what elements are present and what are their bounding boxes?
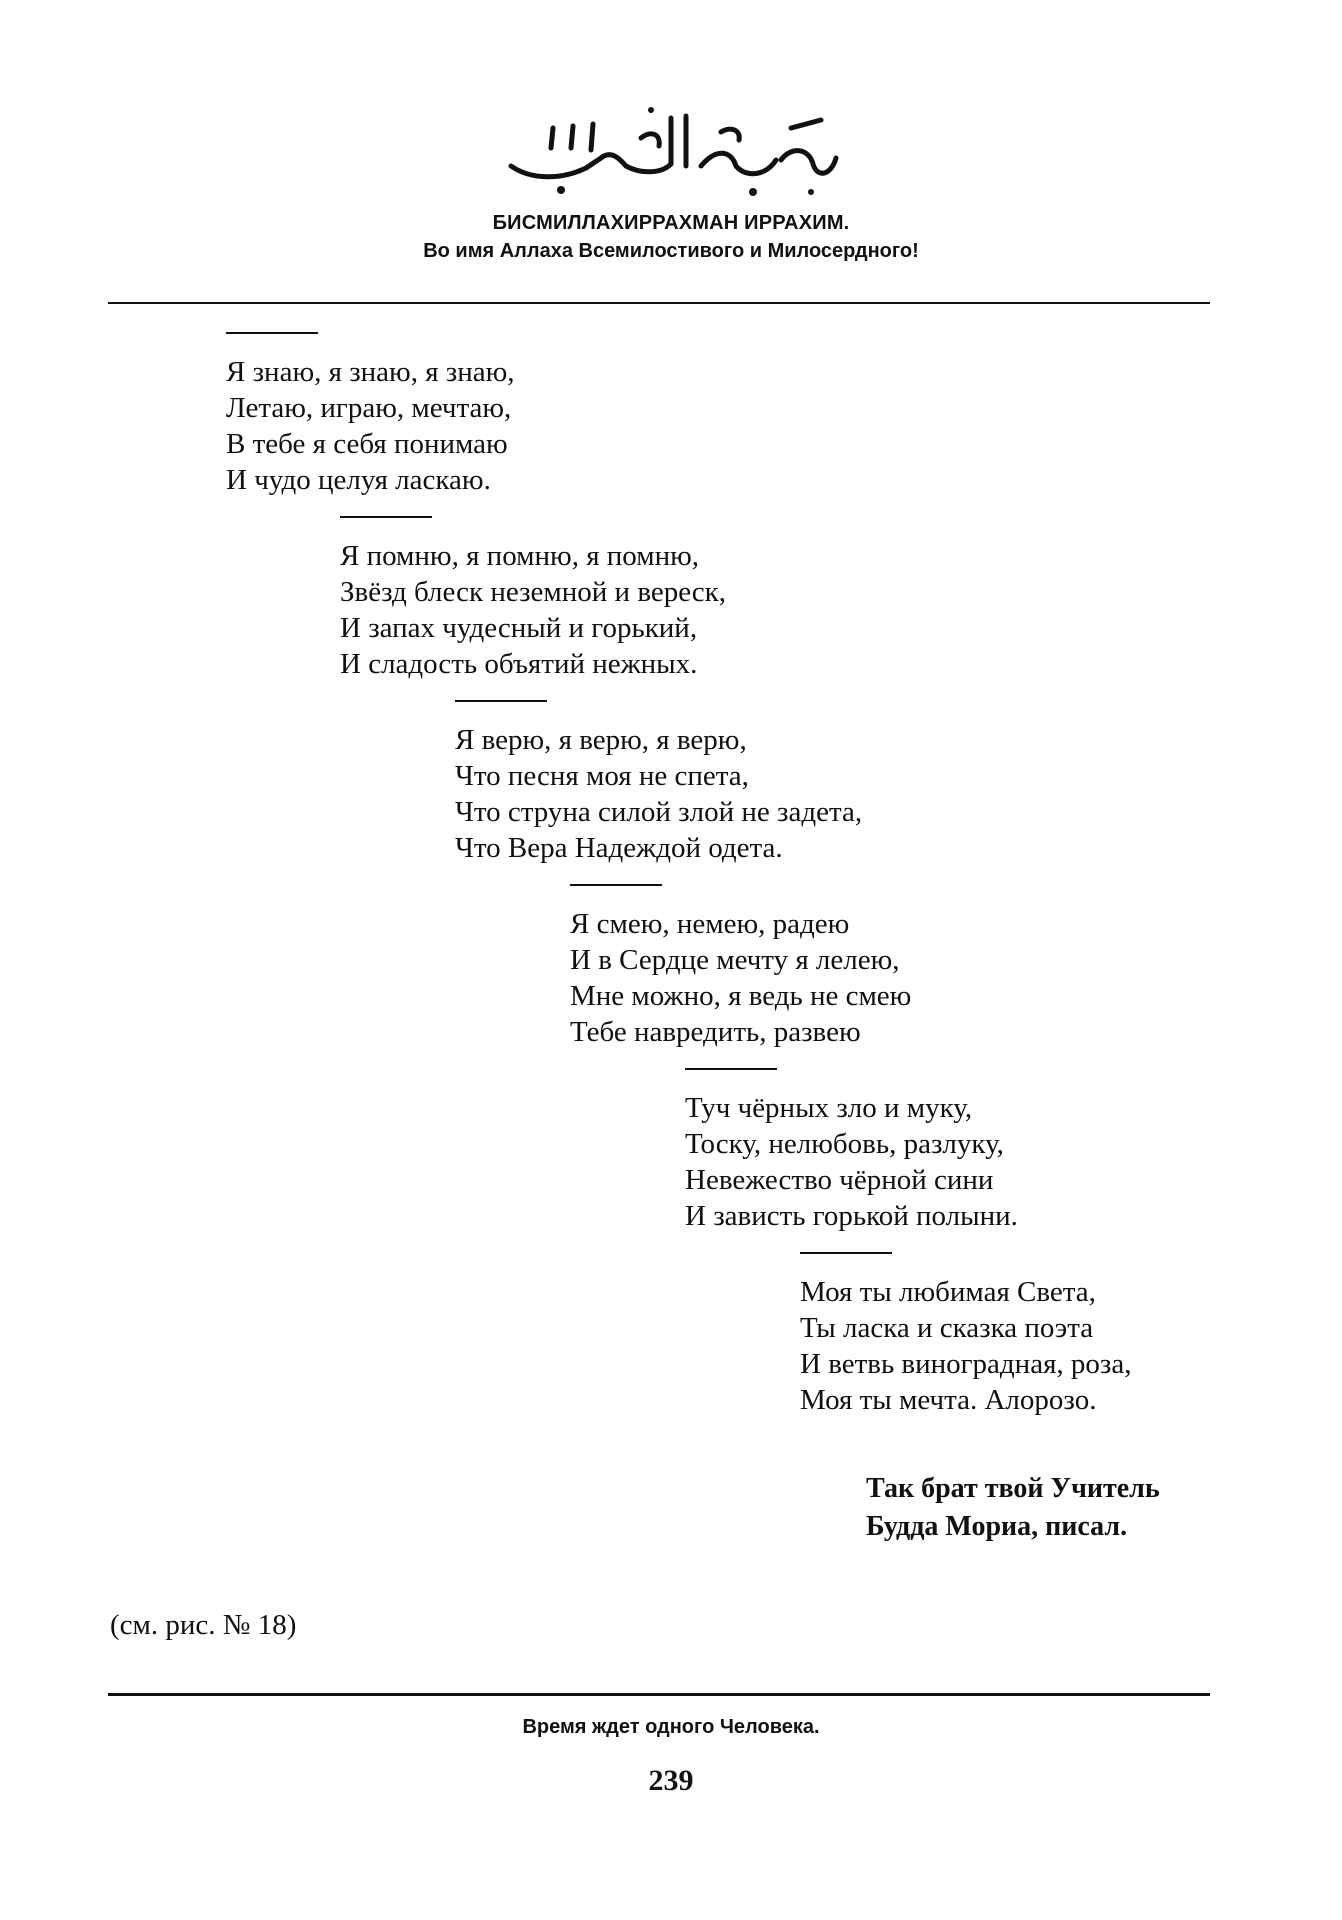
stanza-divider	[340, 516, 432, 518]
header-subtitle: Во имя Аллаха Всемилостивого и Милосердного!	[423, 240, 919, 262]
verse-line: Что песня моя не спета,	[455, 760, 749, 792]
verse-line: Моя ты любимая Света,	[800, 1276, 1096, 1308]
verse-line: Мне можно, я ведь не смею	[570, 980, 912, 1012]
signature-line: Будда Мориа, писал.	[866, 1511, 1128, 1542]
stanza-divider	[685, 1068, 777, 1070]
verse-line: Я смею, немею, радею	[570, 908, 850, 940]
verse-line: И зависть горькой полыни.	[685, 1200, 1018, 1232]
verse-line: В тебе я себя понимаю	[226, 428, 508, 460]
verse-line: Тебе навредить, развею	[570, 1016, 861, 1048]
stanza-5	[685, 1068, 1018, 1234]
verse-line: И в Сердце мечту я лелею,	[570, 944, 900, 976]
stanza-2	[340, 516, 726, 682]
verse-line: Я верю, я верю, я верю,	[455, 724, 747, 756]
stanza-divider	[800, 1252, 892, 1254]
verse-line: Звёзд блеск неземной и вереск,	[340, 576, 727, 608]
stanza-4	[570, 884, 911, 1050]
signature	[866, 1470, 1160, 1546]
bismillah-calligraphy	[0, 88, 1342, 208]
verse-line: И запах чудесный и горький,	[340, 612, 698, 644]
stanza-divider	[570, 884, 662, 886]
verse-line: И ветвь виноградная, роза,	[800, 1348, 1132, 1380]
verse-line: Ты ласка и сказка поэта	[800, 1312, 1094, 1344]
figure-reference: (см. рис. № 18)	[110, 1609, 297, 1641]
verse-line: И сладость объятий нежных.	[340, 648, 698, 680]
stanza-6	[800, 1252, 1132, 1418]
verse-line: Тоску, нелюбовь, разлуку,	[685, 1128, 1004, 1160]
header-divider	[108, 302, 1210, 304]
footer-divider	[108, 1693, 1210, 1696]
header-title: БИСМИЛЛАХИРРАХМАН ИРРАХИМ.	[492, 212, 850, 234]
page-number: 239	[648, 1764, 694, 1797]
verse-line: Моя ты мечта. Алорозо.	[800, 1384, 1097, 1416]
verse-line: И чудо целуя ласкаю.	[226, 464, 491, 496]
verse-line: Летаю, играю, мечтаю,	[226, 392, 512, 424]
verse-line: Невежество чёрной сини	[685, 1164, 994, 1196]
verse-line: Что струна силой злой не задета,	[455, 796, 863, 828]
stanza-1	[226, 332, 515, 498]
verse-line: Что Вера Надеждой одета.	[455, 832, 783, 864]
stanza-divider	[455, 700, 547, 702]
verse-line: Я помню, я помню, я помню,	[340, 540, 700, 572]
verse-line: Туч чёрных зло и муку,	[685, 1092, 973, 1124]
stanza-3	[455, 700, 862, 866]
stanza-divider	[226, 332, 318, 334]
signature-line: Так брат твой Учитель	[866, 1473, 1160, 1504]
calligraphy-graphic	[491, 88, 851, 208]
footer-text: Время ждет одного Человека.	[522, 1716, 820, 1738]
verse-line: Я знаю, я знаю, я знаю,	[226, 356, 515, 388]
